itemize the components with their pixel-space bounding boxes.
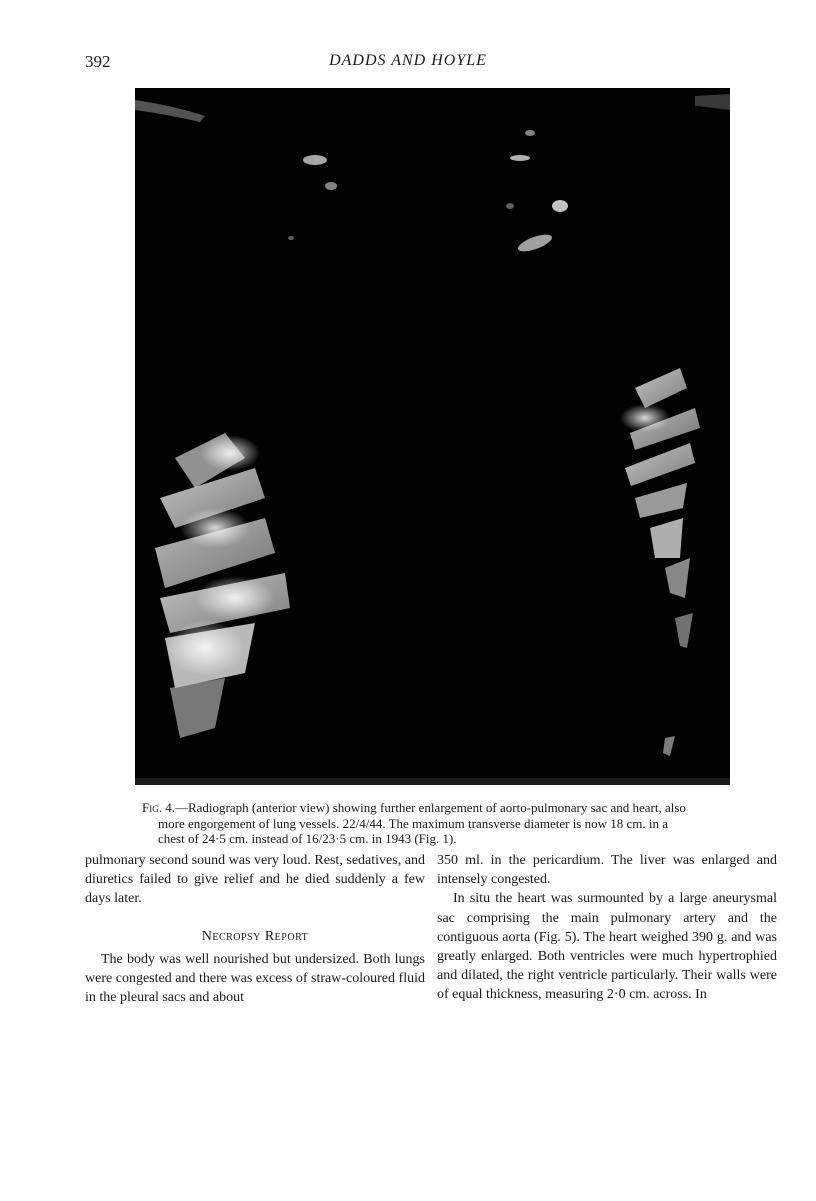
- right-paragraph-1: 350 ml. in the pericardium. The liver was enlarged and intensely congested.: [437, 853, 777, 888]
- figure-caption: [142, 800, 697, 847]
- radiograph-image: [135, 88, 730, 785]
- figure-caption-text: —Radiograph (anterior view) showing further enlargement of aorto-pulmonary sac and heart, also more engorgement of lung vessels. 22/4/44. The maximum transverse diameter is now 18 cm. in a chest of 24·5 cm. instead of 16/23·5 cm. in 1943 (Fig. 1).: [158, 800, 686, 846]
- right-column: [437, 851, 777, 1005]
- left-paragraph-2: The body was well nourished but undersized. Both lungs were congested and there was excess of straw-coloured fluid in the pleural sacs and about: [85, 951, 425, 1006]
- figure-label: Fig. 4.: [142, 800, 175, 815]
- right-paragraph-2: In situ the heart was surmounted by a large aneurysmal sac comprising the main pulmonary artery and the contiguous aorta (Fig. 5). The heart weighed 390 g. and was greatly enlarged. Both ventricles were much hypertrophied and dilated, the right ventricle particularly. Their walls were of equal thickness, measuring 2·0 cm. across. In: [437, 891, 777, 1003]
- page-number: 392: [85, 52, 111, 71]
- running-title: DADDS AND HOYLE: [329, 52, 487, 69]
- left-column: [85, 851, 425, 1007]
- section-heading: Necropsy Report: [201, 928, 309, 944]
- left-paragraph-1: pulmonary second sound was very loud. Rest, sedatives, and diuretics failed to give relief and he died suddenly a few days later.: [85, 853, 425, 907]
